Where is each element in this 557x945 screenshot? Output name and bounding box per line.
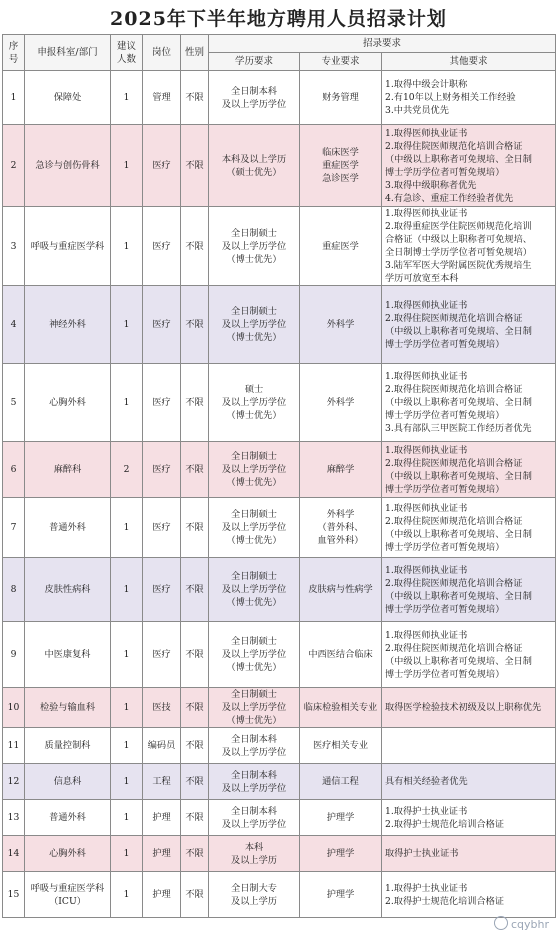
cell-major-line: 临床医学 [322,147,359,158]
cell-other [382,364,556,442]
cell-other [382,498,556,558]
cell-education-line: （博士优先） [226,715,282,726]
cell-education [209,728,300,764]
cell-dept [25,836,111,872]
cell-gender: 不限 [181,286,209,364]
header-count: 建议人数 [111,35,143,71]
cell-post: 医疗 [143,498,181,558]
recruitment-table [2,34,556,918]
cell-post: 医疗 [143,364,181,442]
cell-seq: 1 [3,71,25,125]
cell-other-line: 合格证（中级以上职称者可免规培、 [385,234,532,245]
cell-education-line: 全日制本科 [231,85,277,97]
cell-education [209,364,300,442]
cell-major [300,800,382,836]
cell-other-line: 博士学历学位者可暂免规培） [385,541,505,553]
cell-education-line: 及以上学历 [231,895,277,907]
header-seq: 序号 [3,35,25,71]
cell-other-line: 全日制博士学历学位者可暂免规培） [385,247,532,258]
cell-dept [25,800,111,836]
cell-education-line: 及以上学历 [231,854,277,866]
cell-dept [25,728,111,764]
cell-other-line: 博士学历学位者可暂免规培） [385,603,505,615]
cell-dept [25,764,111,800]
cell-count: 1 [111,872,143,918]
cell-dept [25,872,111,918]
cell-major [300,71,382,125]
cell-dept [25,71,111,125]
cell-education [209,836,300,872]
cell-education-line: （博士优先） [226,535,282,546]
cell-dept-line: 神经外科 [49,319,86,330]
cell-other-line: 4.有急诊、重症工作经验者优先 [385,192,514,204]
cell-education-line: 全日制本科 [231,805,277,817]
cell-education-line: （博士优先） [226,597,282,608]
cell-seq: 7 [3,498,25,558]
cell-other-line: 具有相关经验者优先 [385,776,468,787]
cell-education-line: 全日制大专 [231,882,277,894]
cell-seq: 5 [3,364,25,442]
cell-major [300,498,382,558]
cell-education-line: 及以上学历学位 [221,702,287,713]
cell-other-line: 1.取得医师执业证书 [385,208,468,219]
cell-other-line: 2.取得住院医师规范化培训合格证 [385,515,523,527]
cell-education [209,498,300,558]
cell-major [300,688,382,728]
cell-count: 1 [111,764,143,800]
cell-other-line: 3.中共党员优先 [385,105,449,116]
cell-major-line: 医疗相关专业 [312,740,369,751]
cell-education-line: （博士优先） [226,410,282,421]
cell-education [209,558,300,622]
cell-other-line: 取得护士执业证书 [385,848,459,859]
cell-other-line: 1.取得医师执业证书 [385,371,468,382]
cell-dept [25,125,111,207]
cell-education-line: （硕士优先） [226,166,282,178]
table-row [3,558,556,622]
table-row [3,442,556,498]
header-major: 专业要求 [300,53,382,71]
cell-education-line: 硕士 [244,384,264,395]
cell-major-line: 护理学 [326,889,355,900]
cell-post: 医疗 [143,207,181,286]
cell-other-line: 2.取得住院医师规范化培训合格证 [385,577,523,589]
cell-other [382,558,556,622]
cell-major-line: （普外科、 [317,522,364,533]
cell-dept-line: 保障处 [53,92,82,103]
page-title: 2025年下半年地方聘用人员招录计划 [110,8,447,30]
cell-major [300,125,382,207]
cell-other-line: （中级以上职称者可免规培、全日制 [385,397,532,408]
cell-dept [25,688,111,728]
cell-other [382,207,556,286]
cell-dept-line: 呼吸与重症医学科 [30,240,105,252]
cell-other-line: 博士学历学位者可暂免规培） [385,483,505,495]
table-row [3,836,556,872]
table-row [3,498,556,558]
cell-dept-line: 麻醉科 [53,464,82,475]
cell-seq: 6 [3,442,25,498]
cell-count: 1 [111,836,143,872]
cell-major [300,836,382,872]
cell-education [209,207,300,286]
cell-other [382,728,556,764]
cell-major [300,442,382,498]
cell-count: 1 [111,498,143,558]
cell-dept-line: 质量控制科 [44,740,91,751]
cell-seq: 3 [3,207,25,286]
cell-other-line: 学历可放宽至本科 [385,273,459,284]
cell-education-line: 及以上学历学位 [221,649,287,660]
cell-post: 医疗 [143,558,181,622]
header-other: 其他要求 [382,53,556,71]
cell-major [300,286,382,364]
cell-count: 1 [111,125,143,207]
cell-count: 1 [111,71,143,125]
cell-major-line: 外科学 [326,319,355,330]
cell-education-line: 全日制硕士 [231,227,277,239]
cell-other [382,286,556,364]
table-row [3,364,556,442]
cell-other-line: 2.有10年以上财务相关工作经验 [385,92,516,103]
cell-gender: 不限 [181,498,209,558]
cell-other [382,622,556,688]
cell-education [209,442,300,498]
cell-count: 1 [111,364,143,442]
cell-dept-line: 普通外科 [49,812,86,823]
cell-other-line: 博士学历学位者可暂免规培） [385,410,505,421]
cell-count: 1 [111,207,143,286]
cell-education-line: 全日制硕士 [231,509,277,520]
cell-post: 医疗 [143,125,181,207]
cell-dept [25,558,111,622]
cell-other-line: 3.陆军军医大学附属医院优秀规培生 [385,260,532,271]
cell-dept-line: 皮肤性病科 [44,584,91,595]
cell-dept-line: 心胸外科 [49,397,86,408]
cell-other-line: 2.取得重症医学住院医师规范化培训 [385,221,532,232]
cell-education-line: 及以上学历学位 [221,240,287,252]
cell-other-line: 2.取得住院医师规范化培训合格证 [385,642,523,654]
cell-seq: 10 [3,688,25,728]
cell-other-line: 1.取得医师执业证书 [385,444,468,456]
cell-post: 护理 [143,872,181,918]
cell-count: 1 [111,800,143,836]
cell-education-line: 本科 [244,841,264,853]
cell-count: 1 [111,622,143,688]
cell-dept-line: 检验与输血科 [39,702,96,713]
cell-gender: 不限 [181,728,209,764]
cell-other-line: 2.取得住院医师规范化培训合格证 [385,312,523,324]
cell-other-line: 1.取得医师执业证书 [385,564,468,576]
cell-other-line: 2.取得住院医师规范化培训合格证 [385,457,523,469]
cell-post: 医疗 [143,622,181,688]
cell-dept [25,364,111,442]
header-dept: 申报科室/部门 [25,35,111,71]
table-row [3,286,556,364]
cell-other [382,872,556,918]
cell-count: 1 [111,728,143,764]
cell-dept [25,498,111,558]
cell-major [300,364,382,442]
cell-dept-line: 急诊与创伤骨科 [35,160,100,171]
cell-major [300,728,382,764]
cell-dept-line: 信息科 [53,776,82,787]
cell-major-line: 重症医学 [322,160,359,171]
cell-count: 1 [111,688,143,728]
cell-major [300,764,382,800]
cell-education [209,764,300,800]
cell-education-line: （博士优先） [226,477,282,488]
cell-gender: 不限 [181,442,209,498]
cell-education-line: 全日制硕士 [231,306,277,317]
cell-other-line: 博士学历学位者可暂免规培） [385,166,505,178]
cell-other-line: （中级以上职称者可免规培、全日制 [385,325,532,337]
cell-other-line: 2.取得护士规范化培训合格证 [385,818,505,830]
cell-other-line: 1.取得中级会计职称 [385,79,468,90]
cell-major-line: 血管外科） [317,535,364,546]
cell-major-line: 麻醉学 [326,464,355,475]
cell-dept-line: 呼吸与重症医学科 [30,882,105,894]
cell-education-line: 全日制硕士 [231,636,277,647]
cell-education-line: （博士优先） [226,332,282,343]
cell-major-line: 皮肤病与性病学 [308,584,373,595]
cell-education [209,71,300,125]
table-body [3,71,556,918]
cell-gender: 不限 [181,207,209,286]
cell-other-line: 2.取得住院医师规范化培训合格证 [385,140,523,152]
cell-education-line: 本科及以上学历 [221,153,287,165]
table-row [3,71,556,125]
cell-other-line: 1.取得医师执业证书 [385,629,468,641]
table-row [3,872,556,918]
table-row [3,800,556,836]
cell-count: 1 [111,286,143,364]
cell-education-line: 及以上学历学位 [221,782,287,794]
cell-dept-line: 心胸外科 [49,848,86,859]
cell-gender: 不限 [181,125,209,207]
table-row [3,728,556,764]
cell-seq: 14 [3,836,25,872]
cell-post: 管理 [143,71,181,125]
cell-other-line: 3.具有部队三甲医院工作经历者优先 [385,423,532,434]
cell-other-line: （中级以上职称者可免规培、全日制 [385,153,532,165]
table-row [3,622,556,688]
cell-dept-line: 中医康复科 [44,649,91,660]
cell-gender: 不限 [181,71,209,125]
cell-gender: 不限 [181,558,209,622]
cell-major-line: 护理学 [326,848,355,859]
cell-education-line: （博士优先） [226,253,282,265]
cell-seq: 8 [3,558,25,622]
cell-other [382,836,556,872]
cell-major [300,207,382,286]
cell-education [209,800,300,836]
cell-major-line: 财务管理 [322,92,359,103]
table-row [3,207,556,286]
cell-education [209,622,300,688]
cell-other-line: 2.取得住院医师规范化培训合格证 [385,384,523,395]
cell-major [300,622,382,688]
cell-gender: 不限 [181,764,209,800]
cell-seq: 9 [3,622,25,688]
cell-other-line: 1.取得医师执业证书 [385,502,468,514]
cell-dept [25,442,111,498]
cell-education-line: 及以上学历学位 [221,464,287,475]
cell-major-line: 外科学 [326,397,355,408]
cell-education-line: 全日制硕士 [231,571,277,582]
cell-education-line: 及以上学历学位 [221,98,287,110]
cell-other-line: 博士学历学位者可暂免规培） [385,338,505,350]
cell-major-line: 重症医学 [322,240,359,252]
cell-other-line: （中级以上职称者可免规培、全日制 [385,470,532,482]
table-row [3,125,556,207]
watermark-icon [494,916,508,930]
cell-other-line: 取得医学检验技术初级及以上职称优先 [385,702,542,713]
header-gender: 性别 [181,35,209,71]
cell-major [300,872,382,918]
table-header [3,35,556,71]
cell-education [209,125,300,207]
cell-count: 1 [111,558,143,622]
cell-other-line: 博士学历学位者可暂免规培） [385,668,505,680]
cell-education [209,286,300,364]
cell-other-line: 1.取得医师执业证书 [385,299,468,311]
cell-gender: 不限 [181,688,209,728]
cell-other [382,125,556,207]
cell-education-line: 及以上学历学位 [221,818,287,830]
header-requirements: 招录要求 [209,35,556,53]
cell-education-line: 全日制硕士 [231,451,277,462]
cell-post: 护理 [143,836,181,872]
cell-education-line: 全日制本科 [231,769,277,781]
cell-dept [25,286,111,364]
cell-major-line: 急诊医学 [322,173,359,184]
cell-education-line: 及以上学历学位 [221,584,287,595]
cell-education-line: 及以上学历学位 [221,522,287,533]
cell-education-line: 及以上学历学位 [221,319,287,330]
cell-seq: 15 [3,872,25,918]
cell-other-line: （中级以上职称者可免规培、全日制 [385,590,532,602]
watermark-text: cqybhr [510,918,549,931]
cell-major-line: 外科学 [326,509,355,520]
cell-gender: 不限 [181,872,209,918]
cell-seq: 13 [3,800,25,836]
cell-major-line: 通信工程 [322,776,359,787]
table-row [3,688,556,728]
cell-education [209,688,300,728]
cell-other [382,442,556,498]
cell-other-line: 1.取得医师执业证书 [385,127,468,139]
cell-seq: 12 [3,764,25,800]
cell-major-line: 护理学 [326,812,355,823]
cell-education-line: 全日制本科 [231,733,277,745]
cell-other [382,800,556,836]
cell-major-line: 临床检验相关专业 [303,702,378,713]
cell-education [209,872,300,918]
cell-post: 工程 [143,764,181,800]
cell-dept-line: （ICU） [49,895,86,907]
cell-dept [25,622,111,688]
cell-seq: 4 [3,286,25,364]
cell-count: 2 [111,442,143,498]
cell-other [382,71,556,125]
cell-gender: 不限 [181,622,209,688]
watermark [494,916,549,931]
cell-education-line: 及以上学历学位 [221,746,287,758]
cell-post: 医疗 [143,442,181,498]
cell-other [382,688,556,728]
table-row [3,764,556,800]
cell-other-line: （中级以上职称者可免规培、全日制 [385,655,532,667]
cell-seq: 11 [3,728,25,764]
cell-other-line: 1.取得护士执业证书 [385,805,468,817]
cell-other [382,764,556,800]
cell-other-line: 2.取得护士规范化培训合格证 [385,895,505,907]
cell-education-line: 全日制硕士 [231,689,277,700]
cell-other-line: （中级以上职称者可免规培、全日制 [385,528,532,540]
cell-post: 编码员 [143,728,181,764]
cell-post: 医技 [143,688,181,728]
cell-dept-line: 普通外科 [49,522,86,533]
cell-gender: 不限 [181,364,209,442]
cell-post: 护理 [143,800,181,836]
cell-major-line: 中西医结合临床 [308,649,373,660]
cell-education-line: 及以上学历学位 [221,397,287,408]
cell-post: 医疗 [143,286,181,364]
cell-gender: 不限 [181,836,209,872]
cell-education-line: （博士优先） [226,662,282,673]
cell-gender: 不限 [181,800,209,836]
cell-other-line: 3.取得中级职称者优先 [385,179,477,191]
header-education: 学历要求 [209,53,300,71]
header-post: 岗位 [143,35,181,71]
cell-major [300,558,382,622]
cell-seq: 2 [3,125,25,207]
cell-other-line: 1.取得护士执业证书 [385,882,468,894]
cell-dept [25,207,111,286]
